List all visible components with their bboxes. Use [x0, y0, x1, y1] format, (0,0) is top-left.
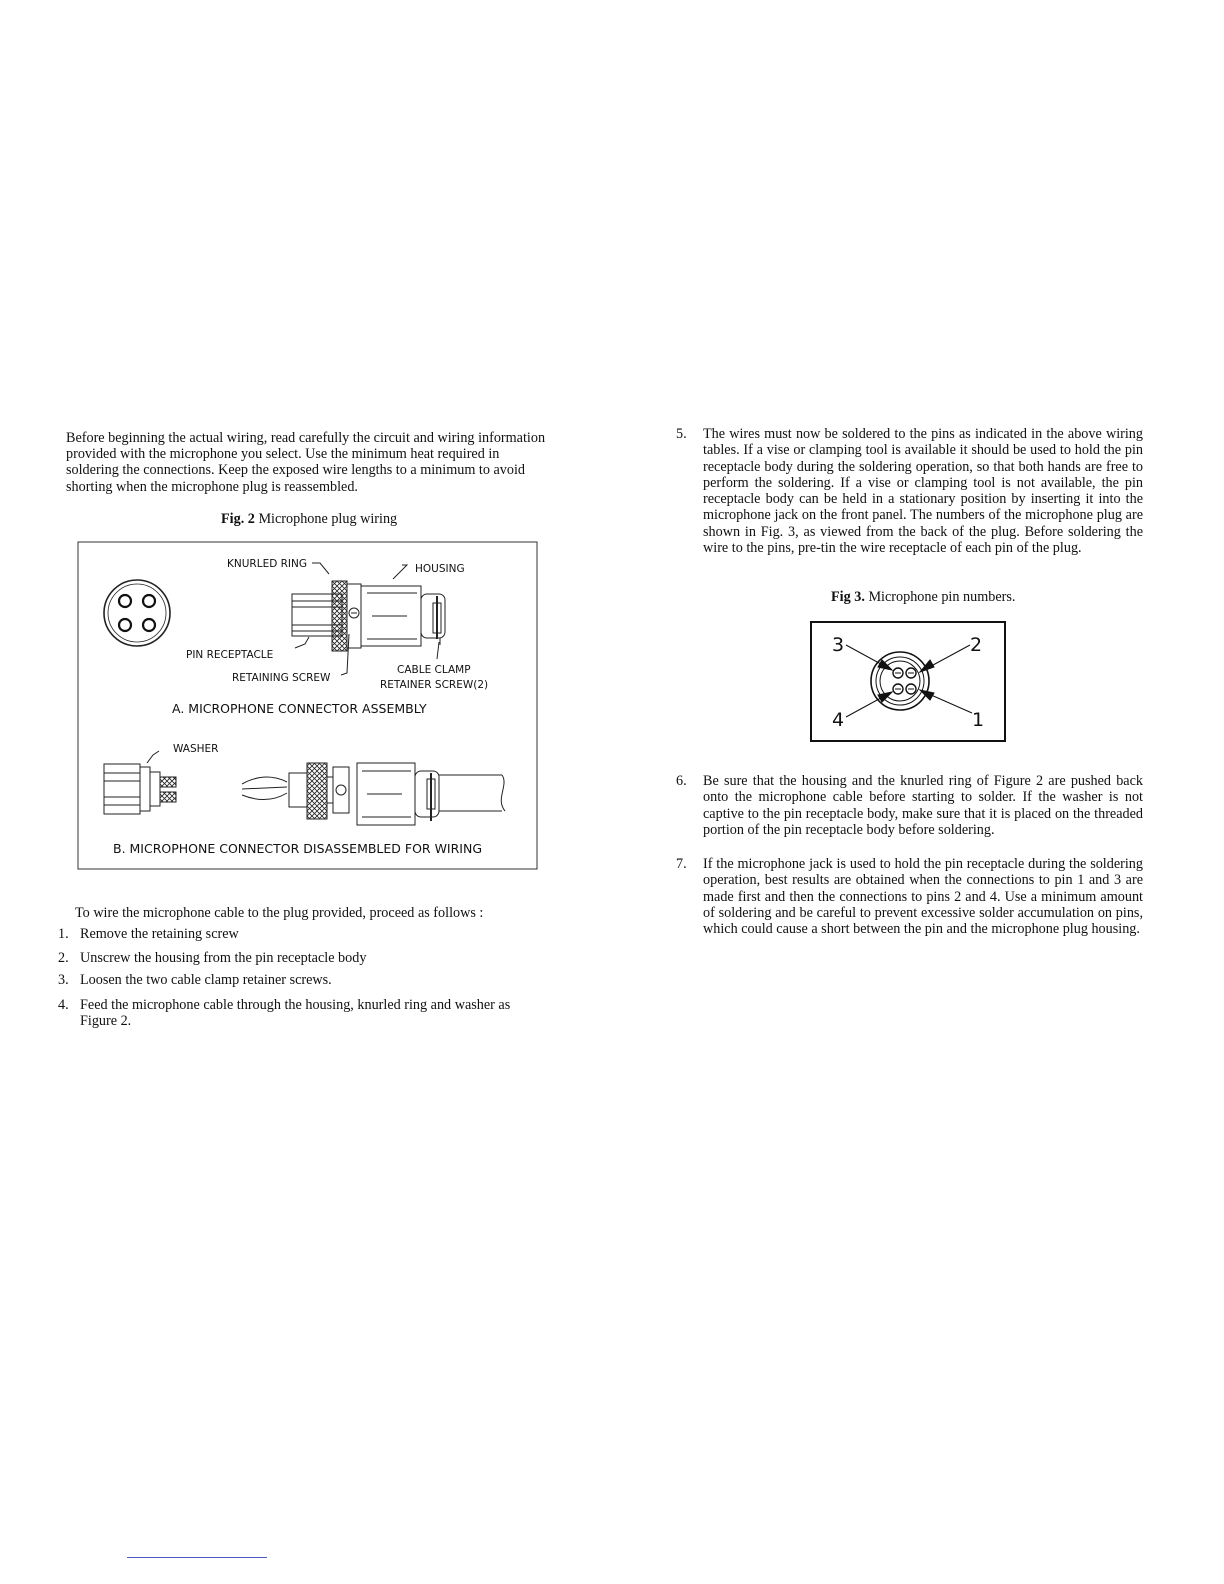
fig3-caption-label: Fig 3. [831, 589, 865, 605]
step-number: 1. [58, 926, 69, 942]
label-cable-clamp: CABLE CLAMP [397, 664, 471, 676]
fig2-caption-label: Fig. 2 [221, 511, 255, 527]
item-number: 7. [676, 856, 687, 872]
pin-label-2: 2 [970, 634, 983, 656]
item-text: Be sure that the housing and the knurled ring of Figure 2 are pushed back onto the microphone cable before starting to solder. If the washer is not captive to the pin receptacle body, make sure that it is placed on the threaded portion of the pin receptacle body before soldering. [703, 773, 1143, 838]
step-text-continued: Figure 2. [80, 1013, 132, 1029]
label-retaining-screw: RETAINING SCREW [232, 672, 331, 684]
assembled-connector-icon [292, 581, 445, 651]
plug-pin-face-icon [871, 652, 929, 710]
pin-label-4: 4 [832, 709, 845, 731]
step-text: Feed the microphone cable through the housing, knurled ring and washer as [80, 997, 511, 1013]
label-pin-receptacle: PIN RECEPTACLE [186, 649, 274, 661]
step-text: Unscrew the housing from the pin receptacle body [80, 950, 367, 966]
intro-line: shorting when the microphone plug is reassembled. [66, 478, 358, 495]
fig3-pin-diagram [810, 621, 1006, 742]
instruction-item-5 [676, 426, 1143, 557]
label-washer: WASHER [173, 743, 219, 755]
pin-arrows-icon [846, 645, 972, 717]
label-housing: HOUSING [415, 563, 465, 575]
intro-line: provided with the microphone you select. Use the minimum heat required in [66, 446, 500, 463]
fig2-caption-text: Microphone plug wiring [254, 511, 398, 527]
label-section-a: A. MICROPHONE CONNECTOR ASSEMBLY [172, 701, 427, 716]
step-number: 2. [58, 950, 69, 966]
step-text: Remove the retaining screw [80, 926, 239, 942]
step-text: Loosen the two cable clamp retainer screws. [80, 972, 332, 988]
step-number: 3. [58, 972, 69, 988]
label-knurled-ring: KNURLED RING [227, 558, 308, 570]
item-number: 6. [676, 773, 687, 789]
fig3-caption-text: Microphone pin numbers. [864, 589, 1016, 605]
intro-paragraph [66, 430, 566, 495]
instruction-item-6 [676, 773, 1143, 838]
footnote-divider [127, 1557, 267, 1558]
pin-receptacle-icon [104, 764, 176, 814]
plug-face-icon [104, 580, 170, 646]
label-section-b: B. MICROPHONE CONNECTOR DISASSEMBLED FOR WIRING [113, 841, 483, 856]
fig3-caption [831, 589, 1015, 606]
label-retainer-screw: RETAINER SCREW(2) [380, 679, 489, 691]
item-text: The wires must now be soldered to the pins as indicated in the above wiring tables. If a vise or clamping tool is available it should be used to hold the pin receptacle body during the soldering operation, so that both hands are free to perform the soldering. If a vise or clamping tool is not available, the pin receptacle body can be held in a stationary position by inserting it into the microphone jack on the front panel. The numbers of the microphone plug are shown in Fig. 3, as viewed from the back of the plug. Before soldering the wire to the pins, pre-tin the wire receptacle of each pin of the plug. [703, 426, 1143, 557]
disassembled-parts-icon [242, 763, 505, 825]
item-number: 5. [676, 426, 687, 442]
step-number: 4. [58, 997, 69, 1013]
fig2-connector-diagram [77, 541, 539, 871]
item-text: If the microphone jack is used to hold the pin receptacle during the soldering operation, best results are obtained when the connections to pin 1 and 3 are made first and then the connections to pins 2 and 4. Use a minimum amount of soldering and be careful to prevent excessive solder accumulation on pins, which could cause a short between the pin and the microphone plug housing. [703, 856, 1143, 938]
instruction-item-7 [676, 856, 1143, 938]
intro-line: soldering the connections. Keep the exposed wire lengths to a minimum to avoid [66, 462, 526, 479]
intro-line: Before beginning the actual wiring, read carefully the circuit and wiring information [66, 430, 546, 446]
pin-label-1: 1 [972, 709, 985, 731]
pin-label-3: 3 [832, 634, 845, 656]
fig2-caption [221, 511, 397, 528]
steps-intro: To wire the microphone cable to the plug provided, proceed as follows : [75, 905, 484, 921]
